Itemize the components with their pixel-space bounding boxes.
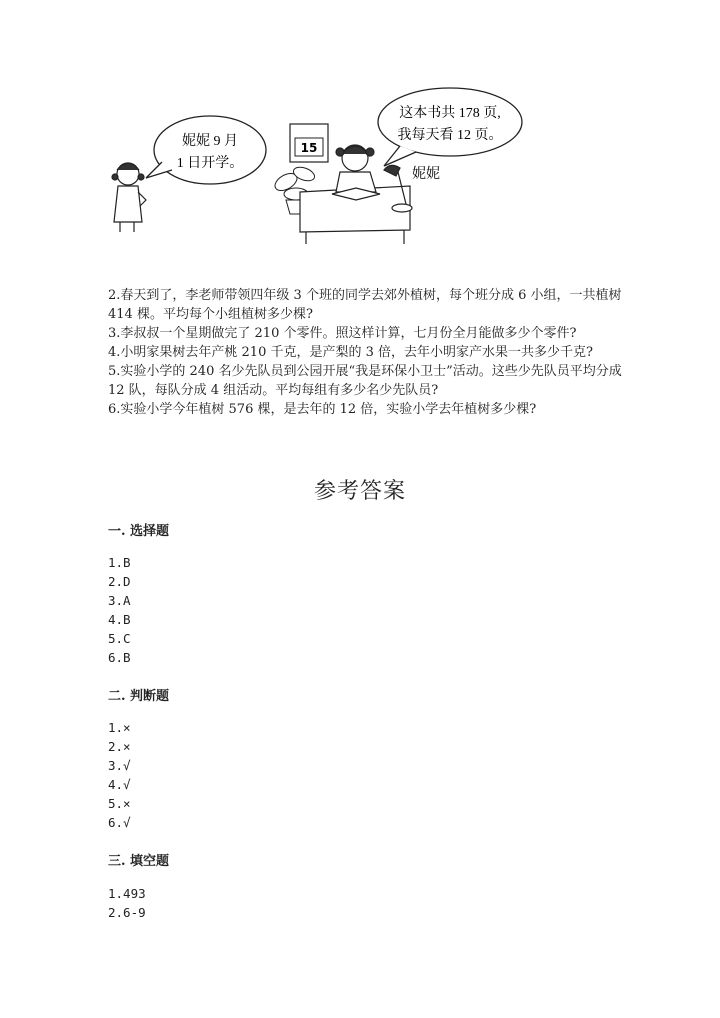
- girl-name-label: 妮妮: [412, 167, 440, 182]
- left-bubble-line2: 1 日开学。: [176, 156, 244, 171]
- problem-2: 2.春天到了，李老师带领四年级 3 个班的同学去郊外植树，每个班分成 6 小组，一共植树 414 棵。平均每个小组植树多少棵?: [108, 288, 622, 322]
- multiple-choice-answers: [108, 553, 131, 667]
- answer-item: 6.√: [108, 815, 131, 830]
- true-false-answers: [108, 718, 131, 832]
- left-bubble-line1: 妮妮 9 月: [182, 134, 238, 149]
- answer-item: 4.√: [108, 777, 131, 792]
- section-multiple-choice-title: 一. 选择题: [108, 524, 170, 539]
- answer-item: 6.B: [108, 650, 131, 665]
- right-speech-bubble: [378, 88, 522, 166]
- left-girl-drawing: [112, 163, 146, 232]
- answers-title: 参考答案: [313, 479, 406, 504]
- answer-item: 5.C: [108, 631, 131, 646]
- illustration: [100, 82, 530, 252]
- section-fill-blank-title: 三. 填空题: [108, 854, 170, 869]
- word-problems: [108, 286, 628, 419]
- right-bubble-line2: 我每天看 12 页。: [397, 128, 503, 143]
- problem-4: 4.小明家果树去年产桃 210 千克，是产梨的 3 倍，去年小明家产水果一共多少千克?: [108, 345, 593, 360]
- answer-item: 3.√: [108, 758, 131, 773]
- reading-girl-drawing: [332, 145, 380, 200]
- left-speech-bubble: [146, 116, 266, 184]
- problem-6: 6.实验小学今年植树 576 棵，是去年的 12 倍，实验小学去年植树多少棵?: [108, 402, 537, 417]
- answer-item: 5.×: [108, 796, 131, 811]
- answer-item: 4.B: [108, 612, 131, 627]
- problem-3: 3.李叔叔一个星期做完了 210 个零件。照这样计算，七月份全月能做多少个零件?: [108, 326, 577, 341]
- answer-item: 1.493: [108, 886, 146, 901]
- answer-item: 2.6-9: [108, 905, 146, 920]
- answer-item: 2.D: [108, 574, 131, 589]
- right-bubble-line1: 这本书共 178 页,: [399, 106, 501, 121]
- calendar-icon: [290, 124, 328, 162]
- problem-5: 5.实验小学的 240 名少先队员到公园开展“我是环保小卫士”活动。这些少先队员平均分成 12 队，每队分成 4 组活动。平均每组有多少名少先队员?: [108, 364, 622, 398]
- answer-item: 3.A: [108, 593, 131, 608]
- answer-item: 2.×: [108, 739, 131, 754]
- answer-item: 1.×: [108, 720, 131, 735]
- answer-item: 1.B: [108, 555, 131, 570]
- fill-blank-answers: [108, 884, 146, 922]
- calendar-number: 15: [300, 141, 318, 155]
- section-true-false-title: 二. 判断题: [108, 689, 170, 704]
